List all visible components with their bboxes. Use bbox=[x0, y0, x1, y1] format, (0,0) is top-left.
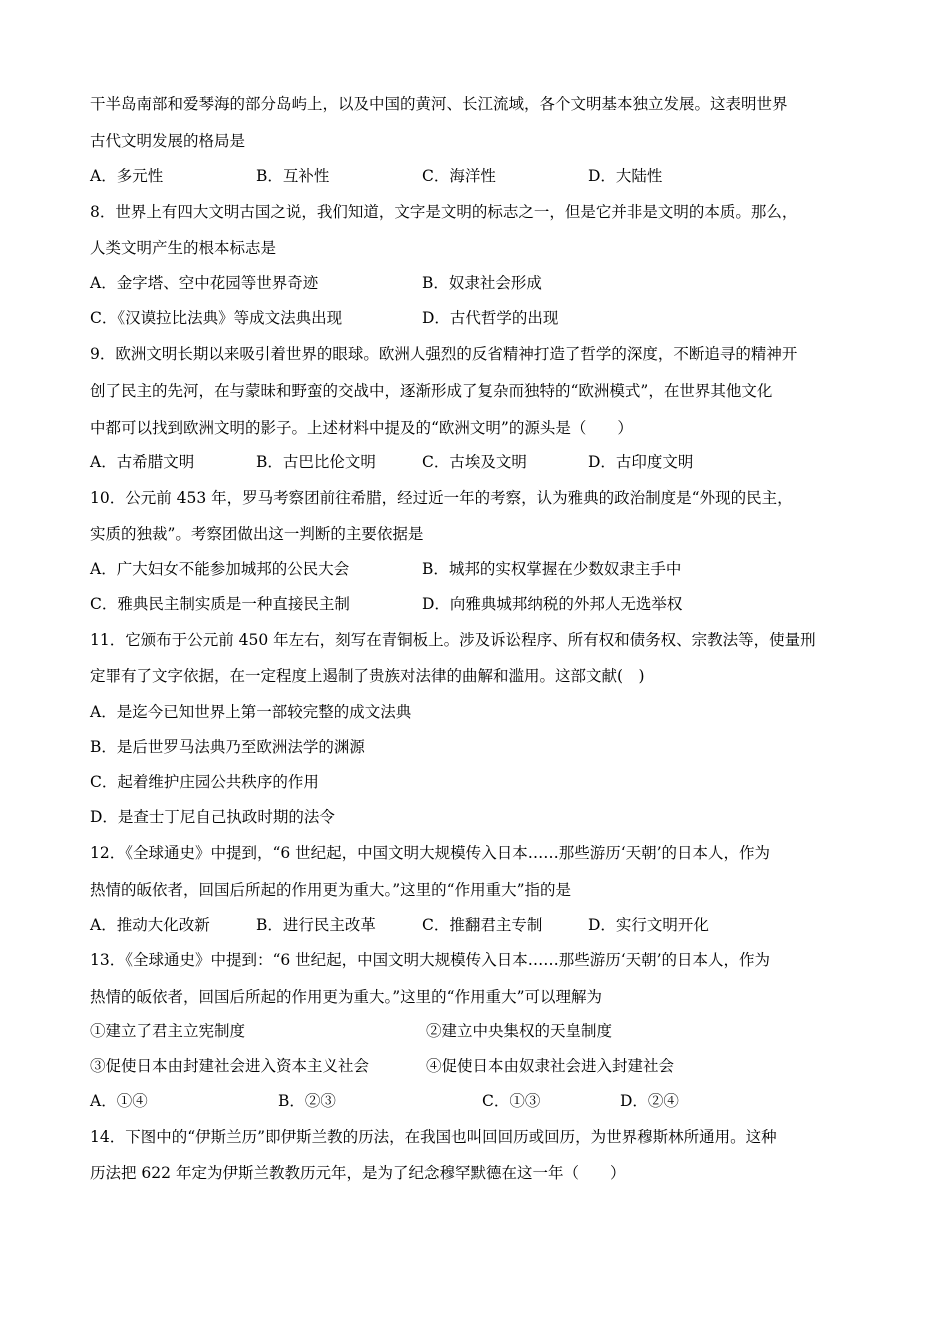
q8-option-a: A．金字塔、空中花园等世界奇迹 bbox=[90, 274, 319, 292]
q12-option-a: A．推动大化改新 bbox=[90, 916, 210, 934]
q13-option-c: C．①③ bbox=[482, 1092, 541, 1110]
q10-option-a: A．广大妇女不能参加城邦的公民大会 bbox=[90, 560, 350, 578]
q13-stem-line1: 13．《全球通史》中提到：“6 世纪起，中国文明大规模传入日本……那些游历‘天朝’的日本人，作为 bbox=[90, 951, 771, 969]
q13-option-b: B．②③ bbox=[278, 1092, 336, 1110]
q8-option-b: B．奴隶社会形成 bbox=[422, 274, 542, 292]
q10-option-d: D．向雅典城邦纳税的外邦人无选举权 bbox=[422, 595, 683, 613]
q7-option-d: D．大陆性 bbox=[588, 167, 663, 185]
q9-stem-line1: 9．欧洲文明长期以来吸引着世界的眼球。欧洲人强烈的反省精神打造了哲学的深度，不断追寻的精神开 bbox=[90, 345, 798, 363]
q13-item-2: ②建立中央集权的天皇制度 bbox=[426, 1022, 613, 1040]
q9-option-a: A．古希腊文明 bbox=[90, 453, 195, 471]
q10-option-c: C．雅典民主制实质是一种直接民主制 bbox=[90, 595, 350, 613]
q13-option-d: D．②④ bbox=[620, 1092, 679, 1110]
q9-stem-line3: 中都可以找到欧洲文明的影子。上述材料中提及的“欧洲文明”的源头是（ ） bbox=[90, 419, 633, 437]
q13-option-a: A．①④ bbox=[90, 1092, 148, 1110]
q7-stem-line2: 古代文明发展的格局是 bbox=[90, 132, 246, 150]
q9-option-d: D．古印度文明 bbox=[588, 453, 694, 471]
q13-item-3: ③促使日本由封建社会进入资本主义社会 bbox=[90, 1057, 370, 1075]
q10-option-b: B．城邦的实权掌握在少数奴隶主手中 bbox=[422, 560, 682, 578]
q11-option-b: B．是后世罗马法典乃至欧洲法学的渊源 bbox=[90, 738, 365, 756]
q7-option-c: C．海洋性 bbox=[422, 167, 496, 185]
q14-stem-line2: 历法把 622 年定为伊斯兰教教历元年，是为了纪念穆罕默德在这一年（ ） bbox=[90, 1164, 626, 1182]
q12-option-d: D．实行文明开化 bbox=[588, 916, 709, 934]
q13-item-1: ①建立了君主立宪制度 bbox=[90, 1022, 246, 1040]
q7-option-b: B．互补性 bbox=[256, 167, 330, 185]
q13-stem-line2: 热情的皈依者，回国后所起的作用更为重大。”这里的“作用重大”可以理解为 bbox=[90, 988, 603, 1006]
q8-option-d: D．古代哲学的出现 bbox=[422, 309, 559, 327]
q12-stem-line1: 12．《全球通史》中提到，“6 世纪起，中国文明大规模传入日本……那些游历‘天朝’的日本人，作为 bbox=[90, 844, 771, 862]
q12-option-c: C．推翻君主专制 bbox=[422, 916, 543, 934]
q7-stem-line1: 干半岛南部和爱琴海的部分岛屿上，以及中国的黄河、长江流域，各个文明基本独立发展。这表明世界 bbox=[90, 95, 788, 113]
q9-option-b: B．古巴比伦文明 bbox=[256, 453, 376, 471]
q11-option-d: D．是查士丁尼自己执政时期的法令 bbox=[90, 808, 335, 826]
q8-stem-line2: 人类文明产生的根本标志是 bbox=[90, 239, 277, 257]
q9-stem-line2: 创了民主的先河，在与蒙昧和野蛮的交战中，逐渐形成了复杂而独特的“欧洲模式”，在世界其他文化 bbox=[90, 382, 773, 400]
q11-option-a: A．是迄今已知世界上第一部较完整的成文法典 bbox=[90, 703, 412, 721]
q12-stem-line2: 热情的皈依者，回国后所起的作用更为重大。”这里的“作用重大”指的是 bbox=[90, 881, 572, 899]
q11-stem-line2: 定罪有了文字依据，在一定程度上遏制了贵族对法律的曲解和滥用。这部文献( ) bbox=[90, 667, 645, 685]
q8-option-c: C．《汉谟拉比法典》等成文法典出现 bbox=[90, 309, 343, 327]
q14-stem-line1: 14．下图中的“伊斯兰历”即伊斯兰教的历法，在我国也叫回回历或回历，为世界穆斯林所通用。这种 bbox=[90, 1128, 777, 1146]
q9-option-c: C．古埃及文明 bbox=[422, 453, 527, 471]
q10-stem-line2: 实质的独裁”。考察团做出这一判断的主要依据是 bbox=[90, 525, 424, 543]
q11-stem-line1: 11．它颁布于公元前 450 年左右，刻写在青铜板上。涉及诉讼程序、所有权和债务权、宗教法等，使量刑 bbox=[90, 631, 816, 649]
q11-option-c: C．起着维护庄园公共秩序的作用 bbox=[90, 773, 319, 791]
q8-stem-line1: 8．世界上有四大文明古国之说，我们知道，文字是文明的标志之一，但是它并非是文明的本质。那么， bbox=[90, 203, 798, 221]
q12-option-b: B．进行民主改革 bbox=[256, 916, 376, 934]
q7-option-a: A．多元性 bbox=[90, 167, 164, 185]
q10-stem-line1: 10．公元前 453 年，罗马考察团前往希腊，经过近一年的考察，认为雅典的政治制度是“外现的民主， bbox=[90, 489, 793, 507]
q13-item-4: ④促使日本由奴隶社会进入封建社会 bbox=[426, 1057, 675, 1075]
